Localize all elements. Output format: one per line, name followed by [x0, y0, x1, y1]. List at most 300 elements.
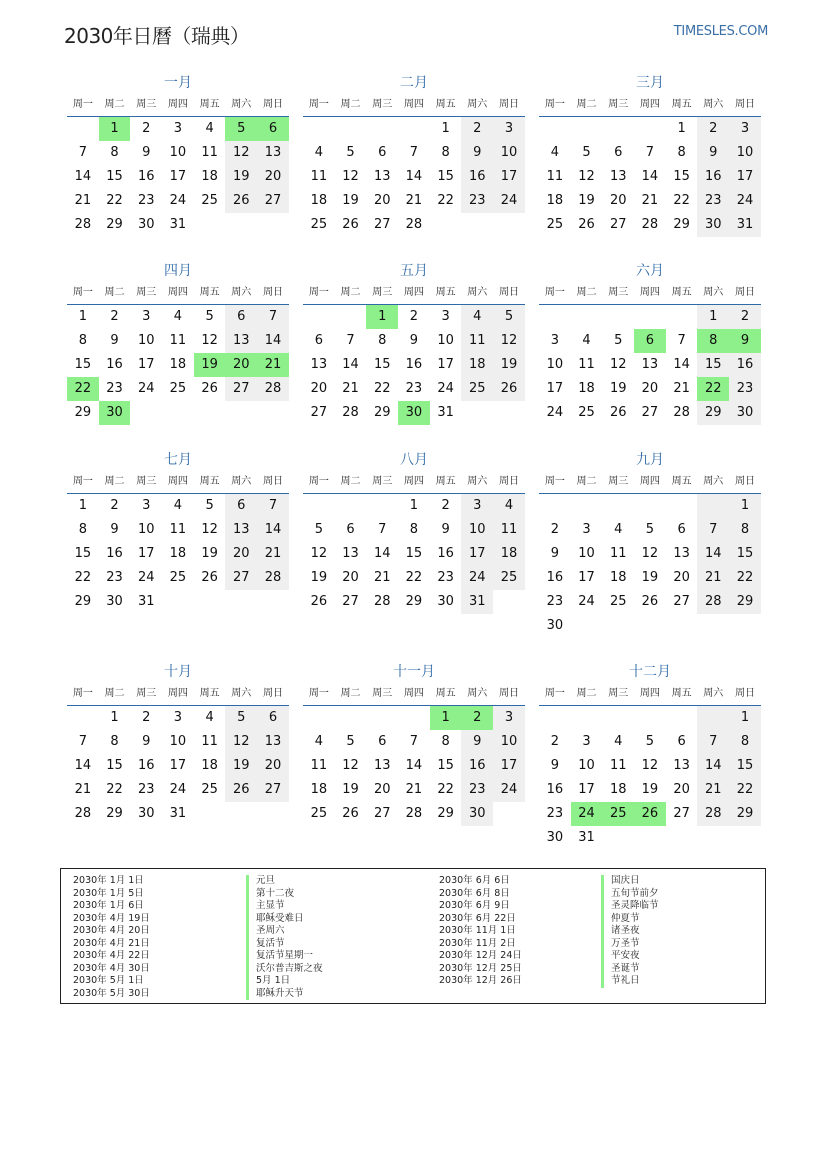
- day-cell: 21: [673, 381, 690, 396]
- day-cell: 22: [74, 570, 92, 585]
- day-cell: 24: [169, 782, 187, 797]
- day-cell: 23: [106, 570, 123, 585]
- day-grid: [539, 117, 761, 237]
- day-cell: 19: [342, 193, 359, 208]
- legend-date: 2030年 6月 22日: [439, 912, 516, 924]
- day-cell: 18: [578, 381, 595, 396]
- day-cell: 8: [78, 333, 87, 348]
- day-cell: 11: [310, 169, 328, 184]
- day-cell: 9: [110, 522, 119, 537]
- empty-cell: [335, 305, 367, 329]
- day-cell: 8: [78, 522, 87, 537]
- weekday-label: 周一: [544, 99, 565, 110]
- weekday-label: 周二: [340, 99, 361, 110]
- weekday-label: 周日: [498, 688, 519, 699]
- day-cell: 31: [578, 830, 595, 845]
- day-cell: 9: [142, 145, 151, 160]
- weekday-label: 周二: [340, 287, 361, 298]
- month-title: 一月: [164, 75, 192, 91]
- day-cell: 3: [493, 706, 525, 730]
- month-title: 七月: [164, 452, 192, 468]
- day-cell: 11: [461, 329, 493, 353]
- legend-holiday-name: 诸圣夜: [601, 925, 659, 938]
- day-cell: 19: [342, 782, 359, 797]
- day-cell: 17: [137, 546, 155, 561]
- day-cell: 26: [578, 217, 595, 232]
- day-grid: [303, 305, 525, 425]
- day-cell: 18: [546, 193, 564, 208]
- day-cell: 14: [74, 169, 92, 184]
- empty-cell: [539, 117, 571, 141]
- day-cell: 29: [729, 802, 761, 826]
- day-cell: 7: [346, 333, 355, 348]
- legend-date: 2030年 6月 6日: [439, 875, 510, 886]
- day-cell: 9: [142, 734, 151, 749]
- weekday-label: 周四: [403, 287, 424, 298]
- day-grid: [539, 706, 761, 850]
- day-cell: 16: [106, 357, 123, 372]
- weekday-header: [67, 282, 289, 305]
- day-cell: 5: [205, 498, 214, 513]
- day-cell: 7: [409, 734, 419, 749]
- day-cell: 23: [405, 381, 423, 396]
- day-cell: 28: [342, 405, 359, 420]
- empty-cell: [493, 590, 525, 614]
- day-cell: 28: [697, 802, 729, 826]
- weekday-label: 周二: [104, 287, 125, 298]
- weekday-label: 周日: [498, 99, 519, 110]
- day-cell: 2: [409, 309, 419, 324]
- day-cell: 17: [137, 357, 155, 372]
- empty-cell: [225, 401, 257, 425]
- day-cell: 5: [645, 522, 655, 537]
- day-cell: 22: [106, 193, 123, 208]
- day-cell: 9: [550, 546, 559, 561]
- day-cell: 6: [225, 494, 257, 518]
- calendar-grid: [67, 72, 763, 852]
- weekday-label: 周五: [671, 287, 692, 298]
- empty-cell: [729, 614, 761, 638]
- day-cell: 11: [546, 169, 564, 184]
- weekday-label: 周二: [104, 688, 125, 699]
- day-cell: 30: [546, 618, 564, 633]
- empty-cell: [398, 117, 430, 141]
- day-cell: 19: [201, 546, 218, 561]
- day-cell: 22: [673, 193, 690, 208]
- day-cell: 23: [437, 570, 454, 585]
- day-cell: 19: [225, 754, 257, 778]
- day-cell: 19: [641, 782, 659, 797]
- day-cell: 6: [677, 522, 686, 537]
- legend-date: 2030年 4月 22日: [73, 950, 150, 961]
- weekday-label: 周一: [308, 476, 329, 487]
- day-cell: 29: [74, 594, 92, 609]
- day-cell: 7: [697, 518, 729, 542]
- empty-cell: [666, 826, 698, 850]
- weekday-label: 周五: [435, 476, 456, 487]
- day-cell: 28: [373, 594, 391, 609]
- day-cell: 4: [493, 494, 525, 518]
- legend-date: 2030年 4月 30日: [73, 962, 150, 974]
- empty-cell: [225, 590, 257, 614]
- day-cell: 10: [578, 758, 595, 773]
- day-cell: 31: [729, 213, 761, 237]
- day-cell: 30: [137, 806, 155, 821]
- empty-cell: [335, 117, 367, 141]
- weekday-label: 周四: [403, 99, 424, 110]
- weekday-label: 周二: [104, 476, 125, 487]
- day-cell: 4: [314, 145, 323, 160]
- empty-cell: [602, 117, 634, 141]
- day-cell: 20: [257, 754, 289, 778]
- day-cell: 9: [441, 522, 450, 537]
- empty-cell: [366, 706, 398, 730]
- day-grid: [539, 305, 761, 425]
- day-cell: 4: [173, 498, 183, 513]
- weekday-label: 周六: [467, 287, 488, 298]
- empty-cell: [634, 494, 666, 518]
- day-cell: 26: [201, 570, 218, 585]
- day-cell: 14: [257, 518, 289, 542]
- weekday-label: 周四: [167, 99, 188, 110]
- month-block: [303, 661, 525, 826]
- legend-holiday-name: 耶稣升天节: [246, 988, 323, 1001]
- day-cell: 4: [205, 710, 214, 725]
- month-block: [303, 260, 525, 425]
- empty-cell: [194, 590, 226, 614]
- legend-holiday-name: 元旦: [246, 875, 323, 888]
- day-cell: 7: [677, 333, 686, 348]
- day-cell: 22: [729, 778, 761, 802]
- empty-cell: [571, 494, 603, 518]
- day-cell: 7: [257, 305, 289, 329]
- legend-date: 2030年 6月 8日: [439, 887, 510, 899]
- day-cell: 20: [673, 782, 690, 797]
- day-cell: 7: [697, 730, 729, 754]
- day-cell: 8: [441, 734, 450, 749]
- legend-holiday-name: 耶稣受难日: [246, 913, 323, 926]
- brand-logo[interactable]: TIMESLES.COM: [673, 24, 768, 39]
- day-cell: 13: [641, 357, 659, 372]
- day-cell: 21: [405, 193, 423, 208]
- weekday-label: 周日: [262, 99, 283, 110]
- empty-cell: [257, 213, 289, 237]
- empty-cell: [539, 494, 571, 518]
- empty-cell: [366, 494, 398, 518]
- day-cell: 14: [673, 357, 690, 372]
- day-cell: 13: [225, 329, 257, 353]
- day-cell: 1: [430, 706, 462, 730]
- day-cell: 12: [342, 758, 359, 773]
- day-cell: 24: [137, 381, 155, 396]
- weekday-label: 周三: [136, 688, 157, 699]
- weekday-label: 周一: [72, 688, 93, 699]
- month-block: [303, 72, 525, 237]
- weekday-label: 周四: [167, 287, 188, 298]
- weekday-header: [539, 94, 761, 117]
- empty-cell: [257, 401, 289, 425]
- day-cell: 10: [137, 522, 155, 537]
- empty-cell: [398, 706, 430, 730]
- day-cell: 25: [310, 806, 328, 821]
- day-cell: 30: [106, 594, 123, 609]
- weekday-label: 周六: [467, 99, 488, 110]
- weekday-label: 周六: [703, 688, 724, 699]
- month-title: 六月: [636, 263, 664, 279]
- page-title: 2030年日曆（瑞典）: [64, 24, 250, 48]
- day-cell: 26: [609, 405, 627, 420]
- day-cell: 31: [169, 806, 187, 821]
- day-cell: 12: [342, 169, 359, 184]
- day-cell: 1: [99, 117, 131, 141]
- weekday-label: 周六: [467, 476, 488, 487]
- day-cell: 22: [67, 377, 99, 401]
- day-cell: 25: [169, 381, 187, 396]
- weekday-label: 周五: [199, 99, 220, 110]
- weekday-label: 周一: [308, 688, 329, 699]
- day-cell: 9: [461, 141, 493, 165]
- legend-holiday-name: 5月 1日: [246, 975, 323, 988]
- month-block: [67, 661, 289, 826]
- day-cell: 19: [641, 570, 659, 585]
- day-cell: 14: [342, 357, 359, 372]
- day-cell: 22: [405, 570, 423, 585]
- day-cell: 11: [310, 758, 328, 773]
- empty-cell: [539, 305, 571, 329]
- weekday-label: 周日: [262, 688, 283, 699]
- day-cell: 5: [614, 333, 623, 348]
- legend-holiday-name: 五旬节前夕: [601, 888, 659, 901]
- empty-cell: [67, 706, 99, 730]
- day-cell: 2: [697, 117, 729, 141]
- day-cell: 27: [225, 377, 257, 401]
- day-cell: 16: [729, 353, 761, 377]
- day-cell: 28: [641, 217, 659, 232]
- weekday-label: 周六: [703, 99, 724, 110]
- weekday-label: 周三: [136, 287, 157, 298]
- day-cell: 22: [729, 566, 761, 590]
- day-cell: 10: [169, 734, 187, 749]
- day-cell: 19: [609, 381, 627, 396]
- day-cell: 30: [99, 401, 131, 425]
- day-cell: 22: [697, 377, 729, 401]
- day-cell: 8: [441, 145, 450, 160]
- day-cell: 15: [373, 357, 391, 372]
- weekday-label: 周六: [703, 476, 724, 487]
- legend-holiday-name: 圣诞节: [601, 963, 659, 976]
- weekday-header: [303, 683, 525, 706]
- month-title: 二月: [400, 75, 428, 91]
- day-cell: 27: [342, 594, 359, 609]
- day-cell: 23: [546, 594, 564, 609]
- day-cell: 6: [346, 522, 355, 537]
- legend-holiday-name: 国庆日: [601, 875, 659, 888]
- empty-cell: [634, 614, 666, 638]
- day-cell: 28: [697, 590, 729, 614]
- day-cell: 14: [373, 546, 391, 561]
- day-cell: 20: [257, 165, 289, 189]
- day-cell: 10: [461, 518, 493, 542]
- day-cell: 9: [461, 730, 493, 754]
- day-cell: 18: [461, 353, 493, 377]
- empty-cell: [303, 305, 335, 329]
- weekday-label: 周四: [403, 476, 424, 487]
- legend-date: 2030年 1月 1日: [73, 875, 144, 886]
- day-cell: 12: [201, 522, 218, 537]
- month-block: [67, 72, 289, 237]
- day-cell: 17: [578, 782, 595, 797]
- day-cell: 1: [110, 710, 119, 725]
- weekday-label: 周五: [435, 99, 456, 110]
- empty-cell: [303, 706, 335, 730]
- weekday-label: 周三: [136, 99, 157, 110]
- day-cell: 6: [314, 333, 323, 348]
- day-cell: 24: [578, 594, 595, 609]
- weekday-label: 周三: [608, 476, 629, 487]
- weekday-label: 周四: [403, 688, 424, 699]
- day-cell: 5: [225, 117, 257, 141]
- day-cell: 25: [461, 377, 493, 401]
- weekday-label: 周一: [544, 287, 565, 298]
- day-cell: 14: [641, 169, 659, 184]
- empty-cell: [430, 213, 462, 237]
- weekday-label: 周二: [576, 688, 597, 699]
- weekday-label: 周六: [467, 688, 488, 699]
- weekday-header: [67, 683, 289, 706]
- month-title: 十二月: [629, 664, 671, 680]
- day-cell: 2: [110, 309, 119, 324]
- day-cell: 4: [582, 333, 591, 348]
- empty-cell: [634, 706, 666, 730]
- day-cell: 16: [697, 165, 729, 189]
- day-cell: 2: [729, 305, 761, 329]
- empty-cell: [666, 305, 698, 329]
- day-cell: 13: [673, 546, 690, 561]
- day-cell: 12: [225, 141, 257, 165]
- day-cell: 16: [137, 169, 155, 184]
- empty-cell: [697, 826, 729, 850]
- legend-date: 2030年 12月 25日: [439, 962, 522, 974]
- day-cell: 14: [74, 758, 92, 773]
- day-cell: 19: [194, 353, 226, 377]
- legend-holiday-name: 圣周六: [246, 925, 323, 938]
- legend-date: 2030年 12月 24日: [439, 950, 522, 961]
- day-cell: 17: [169, 758, 187, 773]
- day-cell: 24: [546, 405, 564, 420]
- month-title: 十一月: [393, 664, 435, 680]
- day-cell: 27: [257, 778, 289, 802]
- weekday-header: [67, 94, 289, 117]
- weekday-label: 周三: [608, 688, 629, 699]
- day-cell: 17: [493, 754, 525, 778]
- empty-cell: [697, 494, 729, 518]
- day-cell: 5: [645, 734, 655, 749]
- day-cell: 19: [225, 165, 257, 189]
- day-cell: 2: [110, 498, 119, 513]
- day-cell: 28: [74, 806, 92, 821]
- day-cell: 5: [205, 309, 214, 324]
- legend-holiday-name: 复活节星期一: [246, 950, 323, 963]
- day-cell: 7: [645, 145, 655, 160]
- weekday-label: 周一: [544, 476, 565, 487]
- day-cell: 12: [641, 758, 659, 773]
- day-cell: 25: [602, 802, 634, 826]
- empty-cell: [303, 117, 335, 141]
- day-cell: 3: [441, 309, 450, 324]
- day-cell: 24: [137, 570, 155, 585]
- day-cell: 26: [342, 217, 359, 232]
- day-cell: 16: [546, 782, 564, 797]
- weekday-label: 周四: [639, 688, 660, 699]
- day-cell: 20: [641, 381, 659, 396]
- day-cell: 5: [493, 305, 525, 329]
- day-cell: 18: [310, 782, 328, 797]
- day-cell: 18: [609, 782, 627, 797]
- day-grid: [67, 494, 289, 614]
- weekday-label: 周五: [199, 287, 220, 298]
- day-cell: 9: [409, 333, 419, 348]
- day-cell: 13: [342, 546, 359, 561]
- weekday-label: 周二: [576, 476, 597, 487]
- day-cell: 3: [142, 309, 151, 324]
- day-cell: 2: [142, 710, 151, 725]
- day-cell: 3: [550, 333, 559, 348]
- weekday-label: 周一: [308, 287, 329, 298]
- empty-cell: [571, 305, 603, 329]
- legend-date: 2030年 1月 6日: [73, 900, 144, 911]
- day-cell: 15: [697, 353, 729, 377]
- weekday-label: 周六: [231, 287, 252, 298]
- legend-date: 2030年 4月 20日: [73, 925, 150, 936]
- day-cell: 27: [310, 405, 328, 420]
- empty-cell: [225, 802, 257, 826]
- legend-date: 2030年 11月 1日: [439, 925, 516, 936]
- empty-cell: [335, 494, 367, 518]
- month-title: 八月: [400, 452, 428, 468]
- day-cell: 17: [169, 169, 187, 184]
- day-cell: 5: [225, 706, 257, 730]
- empty-cell: [461, 401, 493, 425]
- day-cell: 27: [673, 806, 690, 821]
- weekday-header: [67, 471, 289, 494]
- day-cell: 30: [137, 217, 155, 232]
- day-cell: 6: [634, 329, 666, 353]
- day-cell: 29: [405, 594, 423, 609]
- day-cell: 12: [201, 333, 218, 348]
- empty-cell: [602, 494, 634, 518]
- day-cell: 23: [546, 806, 564, 821]
- day-cell: 6: [677, 734, 686, 749]
- day-cell: 26: [201, 381, 218, 396]
- day-cell: 1: [729, 706, 761, 730]
- month-block: [539, 449, 761, 638]
- day-cell: 17: [437, 357, 454, 372]
- weekday-label: 周三: [372, 688, 393, 699]
- day-cell: 6: [614, 145, 623, 160]
- day-cell: 18: [201, 169, 218, 184]
- day-cell: 18: [169, 357, 187, 372]
- day-grid: [303, 117, 525, 237]
- day-cell: 24: [437, 381, 454, 396]
- legend-date: 2030年 6月 9日: [439, 900, 510, 911]
- day-cell: 17: [493, 165, 525, 189]
- empty-cell: [493, 401, 525, 425]
- day-cell: 15: [106, 758, 123, 773]
- legend-holiday-name: 万圣节: [601, 938, 659, 951]
- empty-cell: [666, 706, 698, 730]
- day-cell: 9: [550, 758, 559, 773]
- day-cell: 28: [405, 806, 423, 821]
